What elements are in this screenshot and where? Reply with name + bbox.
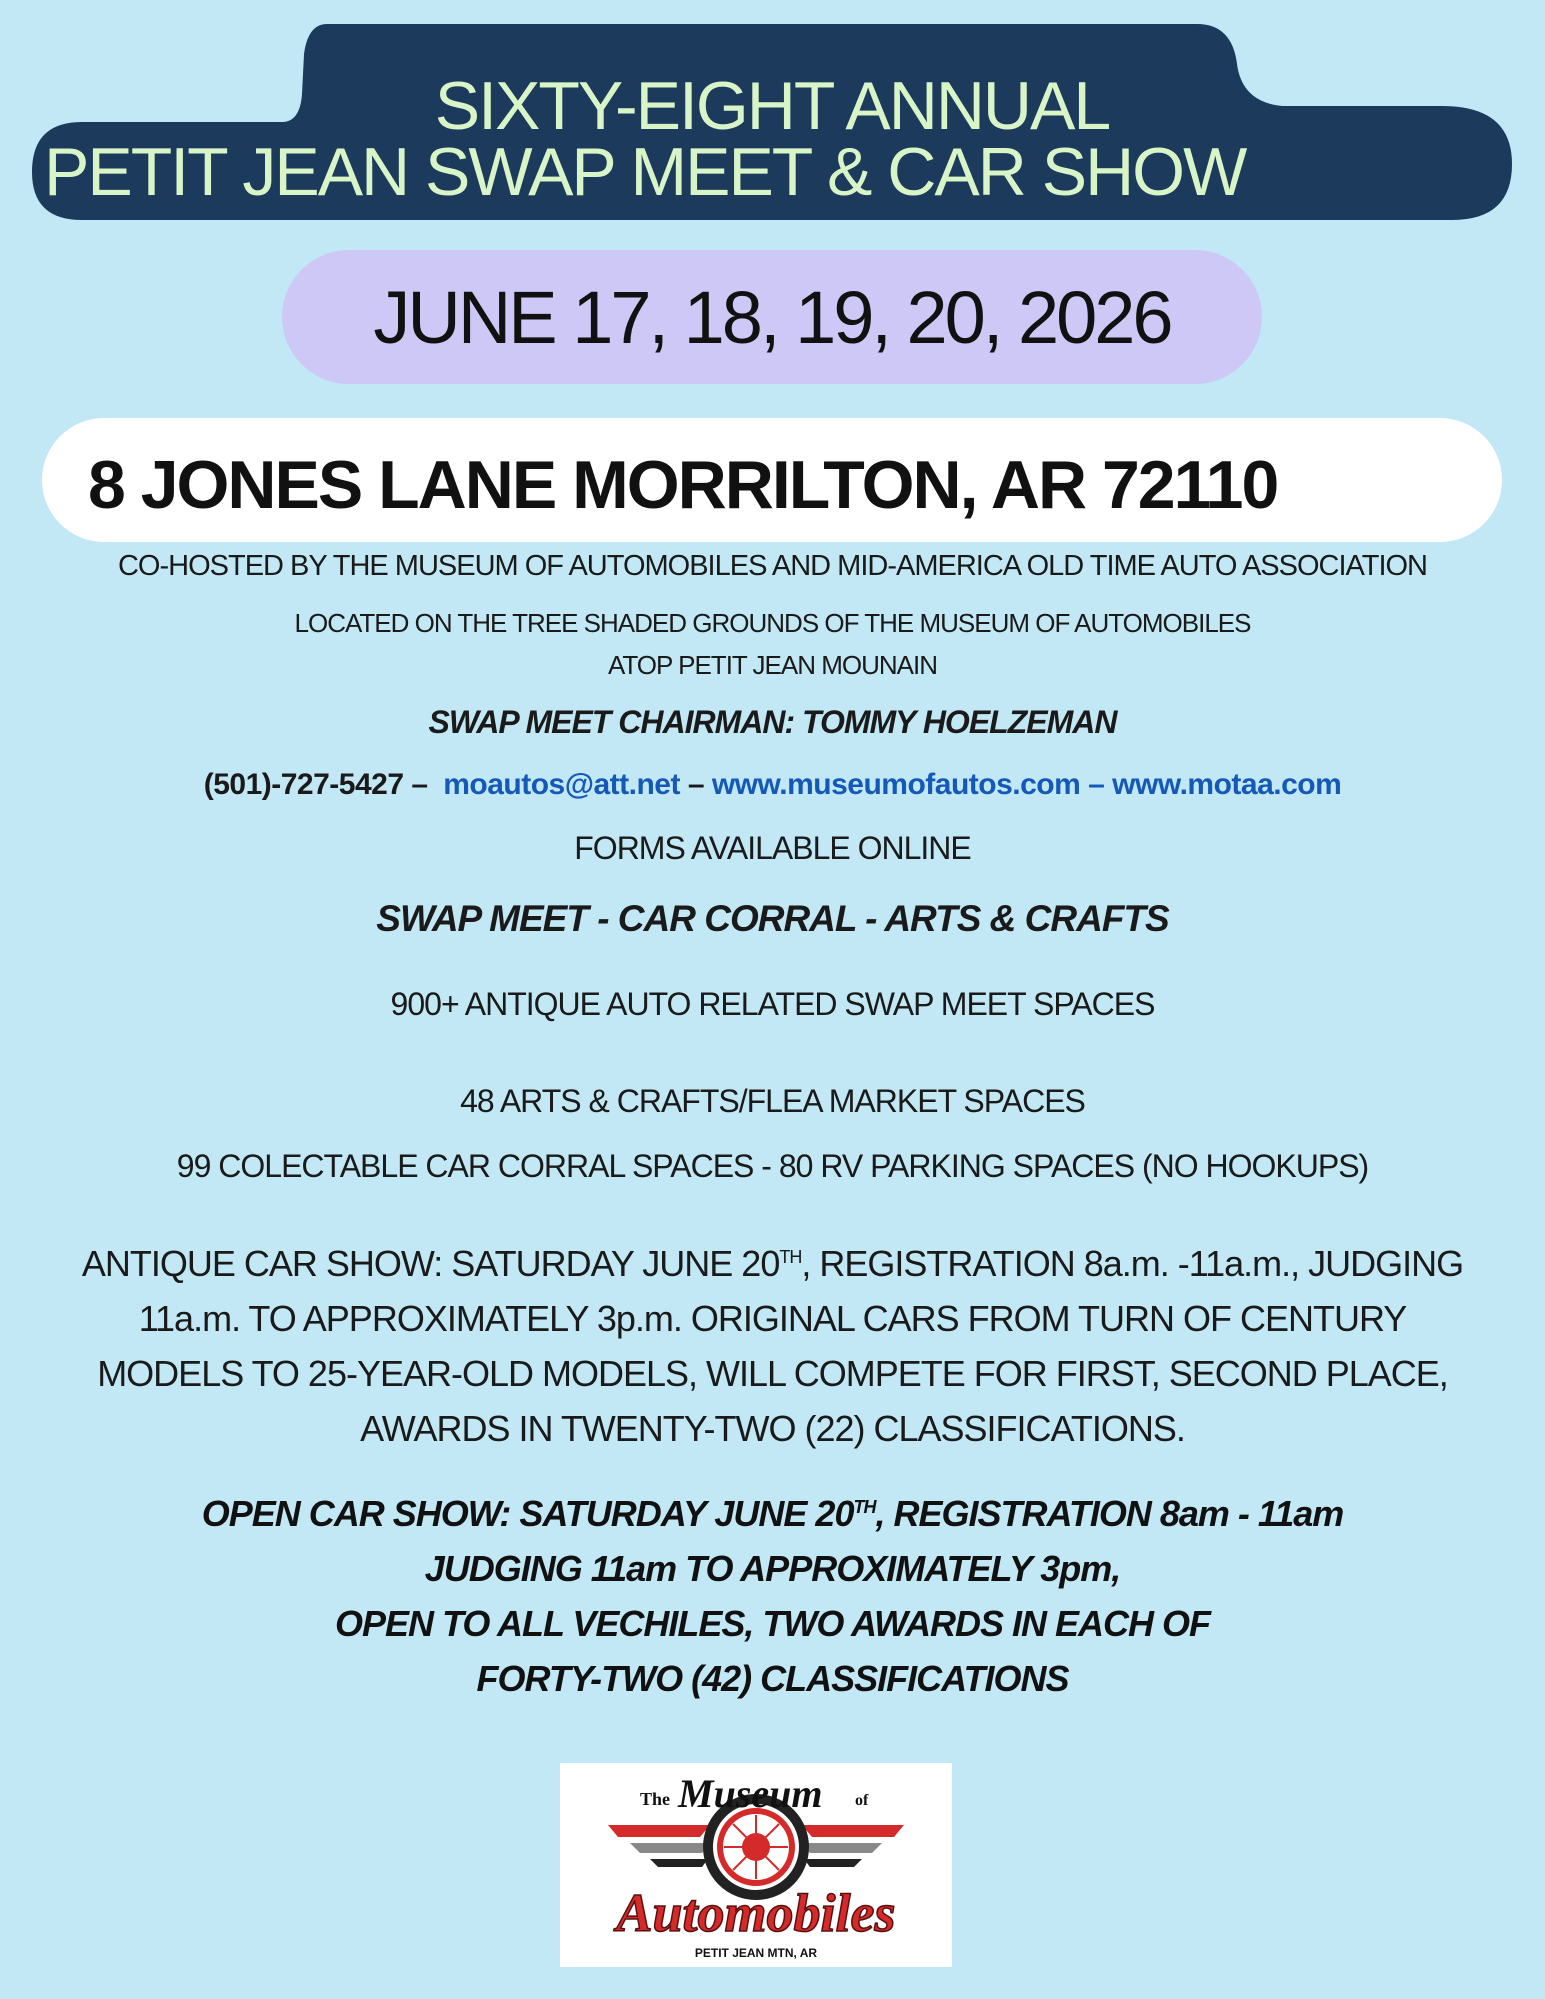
museum-logo-graphic [560,1763,952,1967]
logo-automobiles: Automobiles [616,1883,896,1943]
antique-show-line-4: AWARDS IN TWENTY-TWO (22) CLASSIFICATIONS. [360,1408,1185,1449]
contact-separator: – [1088,768,1105,801]
open-show-line-1: OPEN CAR SHOW: SATURDAY JUNE 20TH, REGISTRATION 8am - 11am [201,1493,1344,1534]
open-show-paragraph [0,1486,1545,1706]
motaa-website-link[interactable]: www.motaa.com [1112,768,1342,801]
logo-of: of [855,1792,869,1809]
email-link[interactable]: moautos@att.net [443,768,680,801]
antique-show-line-1: ANTIQUE CAR SHOW: SATURDAY JUNE 20TH, REGISTRATION 8a.m. -11a.m., JUDGING [81,1243,1464,1284]
antique-show-paragraph [0,1236,1545,1456]
logo-subtitle: PETIT JEAN MTN, AR [694,1946,818,1960]
title-line-2: PETIT JEAN SWAP MEET & CAR SHOW [44,134,1246,210]
categories-text: SWAP MEET - CAR CORRAL - ARTS & CRAFTS [376,898,1169,939]
location-line-1: LOCATED ON THE TREE SHADED GROUNDS OF THE MUSEUM OF AUTOMOBILES [294,608,1251,638]
title-line-1: SIXTY-EIGHT ANNUAL [434,68,1110,144]
contact-line [0,768,1545,802]
event-dates: JUNE 17, 18, 19, 20, 2026 [373,275,1171,359]
corral-spaces-text: 99 COLECTABLE CAR CORRAL SPACES - 80 RV PARKING SPACES (NO HOOKUPS) [176,1148,1369,1184]
museum-website-link[interactable]: www.museumofautos.com [711,768,1081,801]
open-show-line-4: FORTY-TWO (42) CLASSIFICATIONS [476,1658,1069,1699]
antique-show-line-2: 11a.m. TO APPROXIMATELY 3p.m. ORIGINAL CARS FROM TURN OF CENTURY [138,1298,1407,1339]
dates-pill [282,250,1262,384]
swap-spaces-text: 900+ ANTIQUE AUTO RELATED SWAP MEET SPACES [390,986,1155,1022]
open-show-line-2: JUDGING 11am TO APPROXIMATELY 3pm, [424,1548,1121,1589]
event-address: 8 JONES LANE MORRILTON, AR 72110 [88,447,1278,523]
location-line-2: ATOP PETIT JEAN MOUNAIN [607,650,938,680]
forms-text: FORMS AVAILABLE ONLINE [574,830,971,866]
logo-museum: Museum [678,1771,823,1816]
logo-the: The [640,1789,671,1809]
antique-show-line-3: MODELS TO 25-YEAR-OLD MODELS, WILL COMPETE FOR FIRST, SECOND PLACE, [97,1353,1448,1394]
address-pill [42,418,1502,542]
phone-number: (501)-727-5427 – [203,768,428,801]
open-show-line-3: OPEN TO ALL VECHILES, TWO AWARDS IN EACH OF [334,1603,1211,1644]
museum-logo [560,1763,952,1967]
cohost-text: CO-HOSTED BY THE MUSEUM OF AUTOMOBILES AND MID-AMERICA OLD TIME AUTO ASSOCIATION [117,550,1427,582]
title-banner [32,24,1512,220]
contact-separator: – [687,768,704,801]
chairman-text: SWAP MEET CHAIRMAN: TOMMY HOELZEMAN [428,704,1117,740]
arts-spaces-text: 48 ARTS & CRAFTS/FLEA MARKET SPACES [460,1083,1085,1119]
